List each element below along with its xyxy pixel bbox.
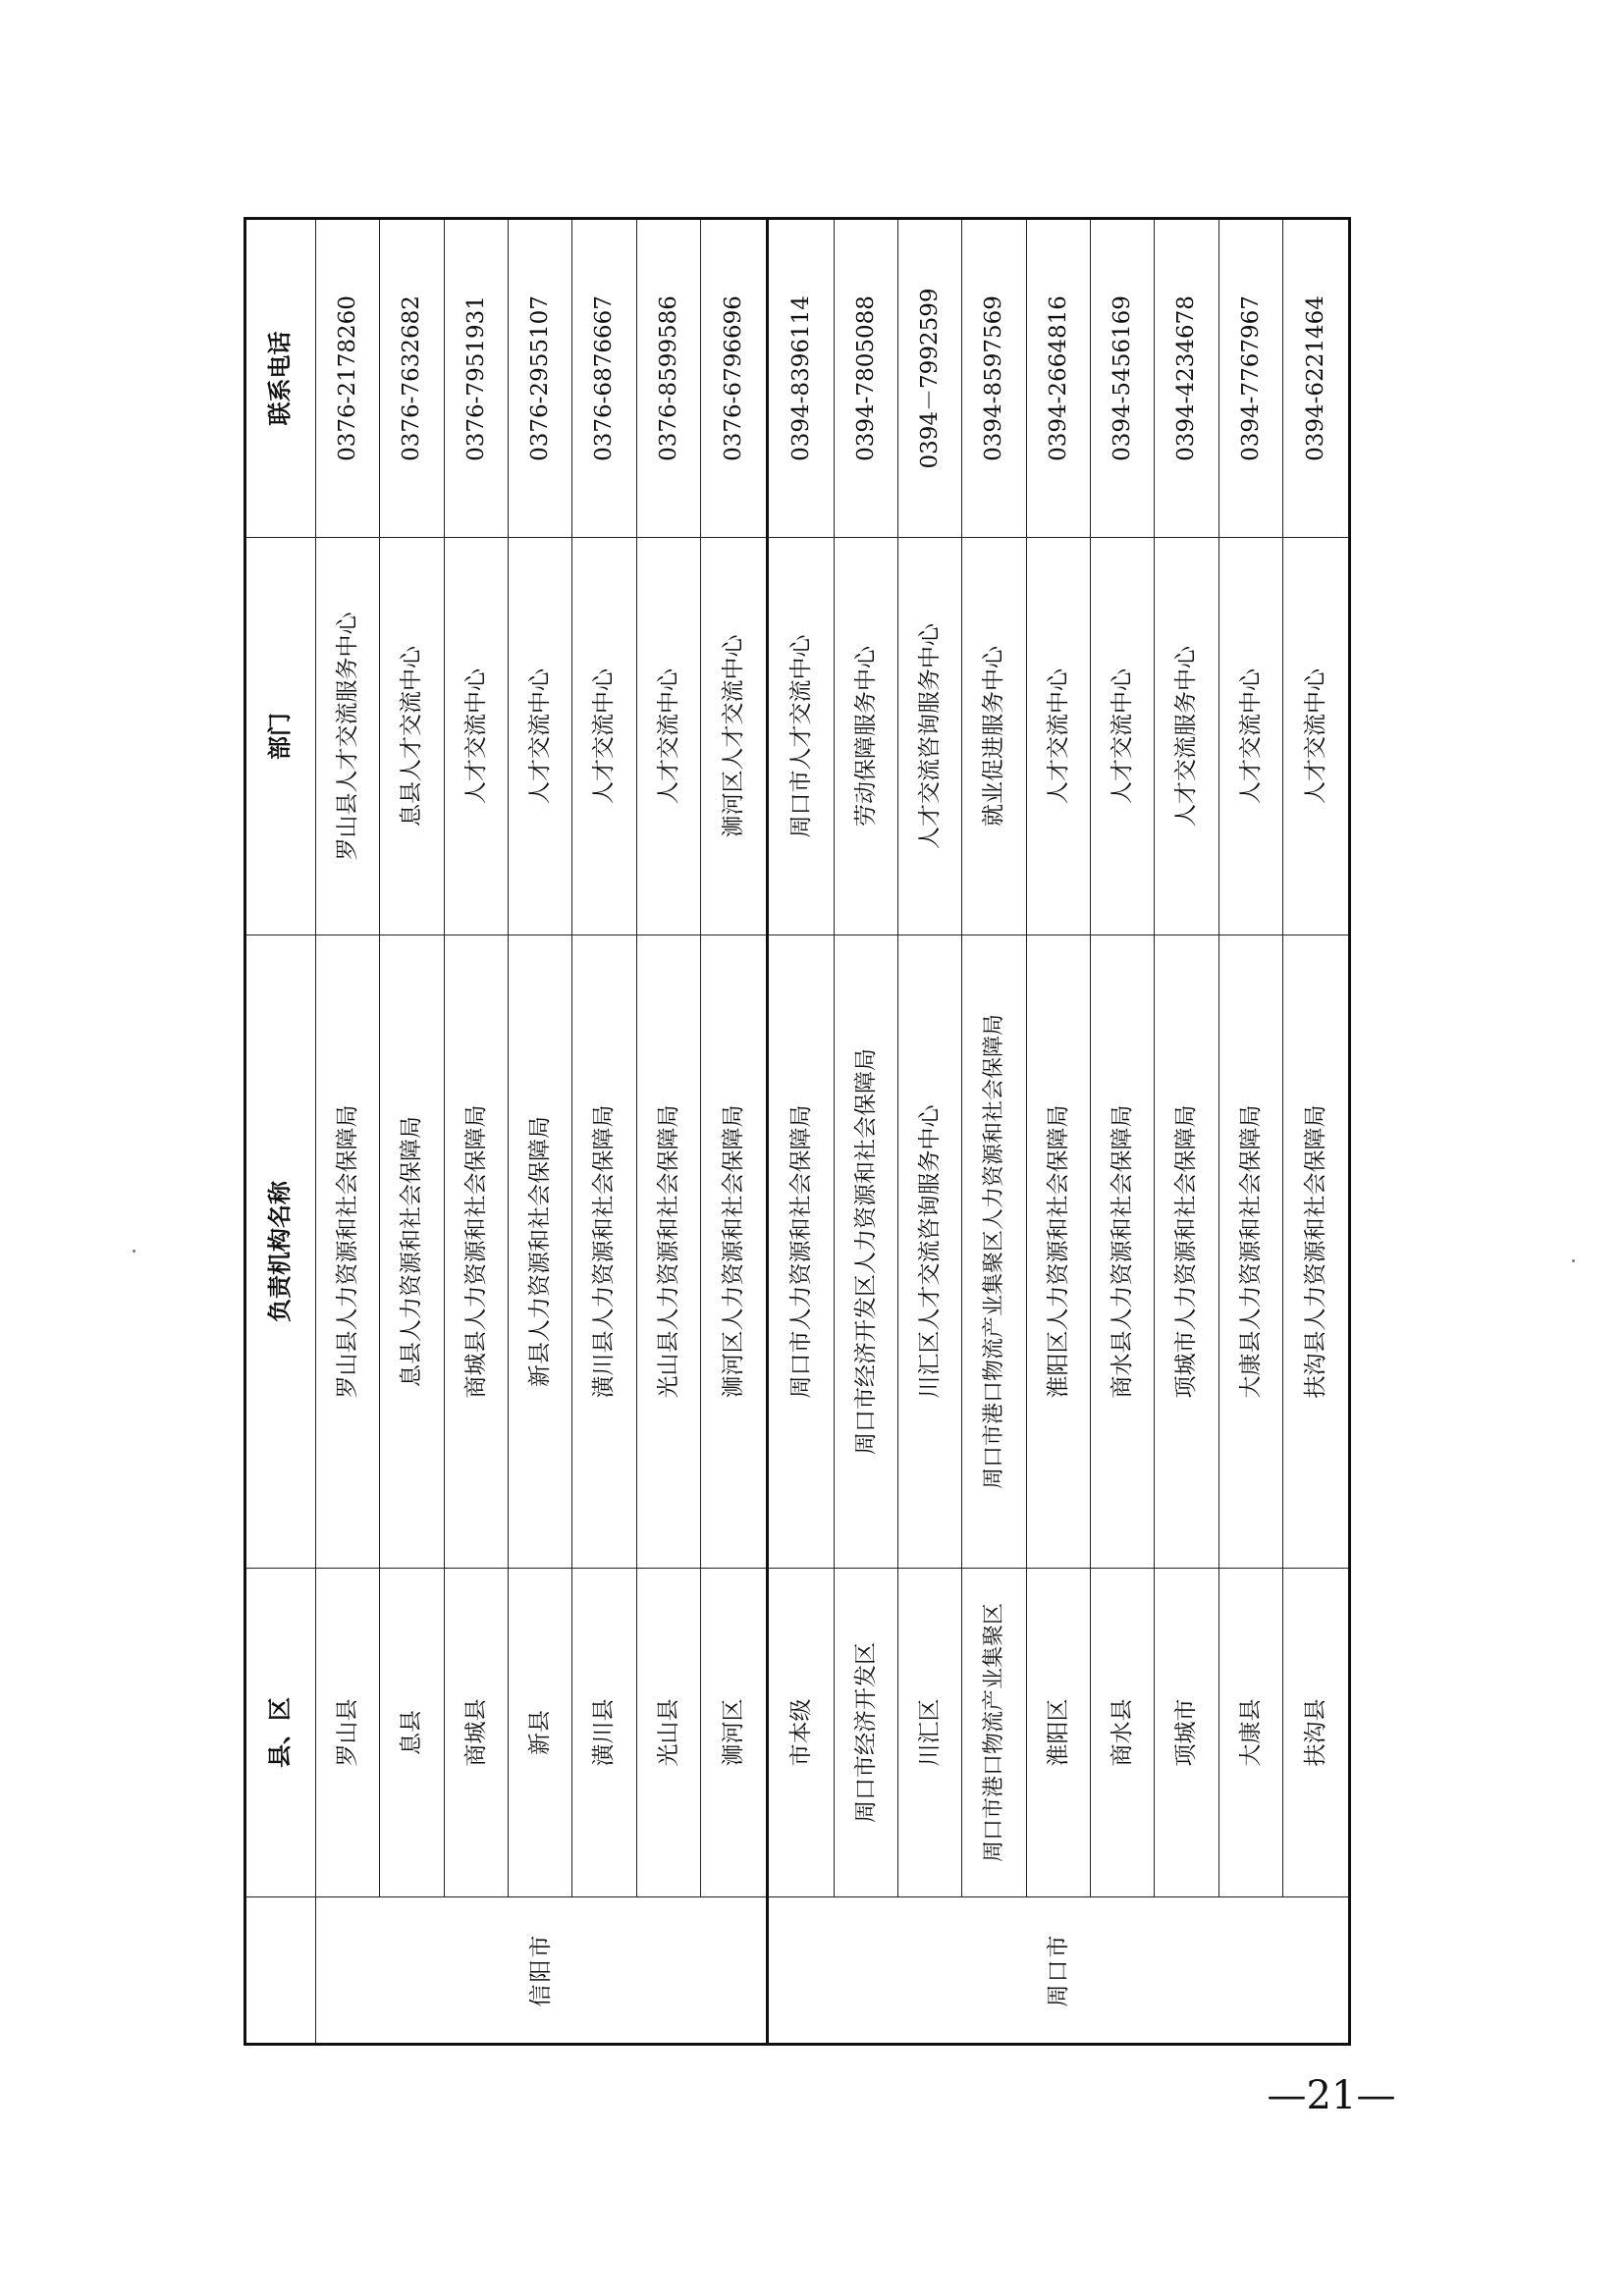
org-cell: 大康县人力资源和社会保障局 bbox=[1218, 935, 1282, 1569]
phone-cell: 0376-6796696 bbox=[701, 219, 768, 538]
table-row bbox=[509, 219, 572, 2045]
table-row bbox=[380, 219, 444, 2045]
table-row bbox=[572, 219, 636, 2045]
dept-cell: 人才交流中心 bbox=[509, 538, 572, 935]
org-cell: 周口市港口物流产业集聚区人力资源和社会保障局 bbox=[962, 935, 1026, 1569]
phone-cell: 0394－7992599 bbox=[897, 219, 961, 538]
phone-cell: 0376-7951931 bbox=[444, 219, 508, 538]
table-row bbox=[1155, 219, 1218, 2045]
org-cell: 商城县人力资源和社会保障局 bbox=[444, 935, 508, 1569]
phone-cell: 0376-6876667 bbox=[572, 219, 636, 538]
table-row bbox=[962, 219, 1026, 2045]
county-cell: 商城县 bbox=[444, 1569, 508, 1897]
phone-cell: 0394-8396114 bbox=[767, 219, 834, 538]
scan-speck bbox=[1572, 1259, 1575, 1262]
scan-speck bbox=[133, 1250, 135, 1253]
org-cell: 息县人力资源和社会保障局 bbox=[380, 935, 444, 1569]
org-cell: 周口市人力资源和社会保障局 bbox=[767, 935, 834, 1569]
header-city bbox=[245, 1897, 316, 2045]
county-cell: 罗山县 bbox=[316, 1569, 380, 1897]
phone-cell: 0394-6221464 bbox=[1283, 219, 1350, 538]
org-cell: 潢川县人力资源和社会保障局 bbox=[572, 935, 636, 1569]
phone-cell: 0394-7767967 bbox=[1218, 219, 1282, 538]
dept-cell: 人才交流中心 bbox=[572, 538, 636, 935]
dept-cell: 人才交流中心 bbox=[1091, 538, 1155, 935]
county-cell: 淮阳区 bbox=[1026, 1569, 1090, 1897]
county-cell: 川汇区 bbox=[897, 1569, 961, 1897]
county-cell: 息县 bbox=[380, 1569, 444, 1897]
dept-cell: 人才交流服务中心 bbox=[1155, 538, 1218, 935]
phone-cell: 0394-2664816 bbox=[1026, 219, 1090, 538]
county-cell: 扶沟县 bbox=[1283, 1569, 1350, 1897]
county-cell: 潢川县 bbox=[572, 1569, 636, 1897]
table-header-row bbox=[245, 219, 316, 2045]
org-cell: 罗山县人力资源和社会保障局 bbox=[316, 935, 380, 1569]
dept-cell: 息县人才交流中心 bbox=[380, 538, 444, 935]
table-row bbox=[1218, 219, 1282, 2045]
rotated-table-sheet bbox=[244, 220, 1351, 2046]
table-row bbox=[316, 219, 380, 2045]
dept-cell: 就业促进服务中心 bbox=[962, 538, 1026, 935]
org-cell: 扶沟县人力资源和社会保障局 bbox=[1283, 935, 1350, 1569]
org-cell: 周口市经济开发区人力资源和社会保障局 bbox=[834, 935, 897, 1569]
table-row bbox=[1026, 219, 1090, 2045]
phone-cell: 0394-7805088 bbox=[834, 219, 897, 538]
county-cell: 商水县 bbox=[1091, 1569, 1155, 1897]
table-row bbox=[701, 219, 768, 2045]
org-cell: 项城市人力资源和社会保障局 bbox=[1155, 935, 1218, 1569]
city-cell: 周口市 bbox=[767, 1897, 1349, 2045]
org-cell: 淮阳区人力资源和社会保障局 bbox=[1026, 935, 1090, 1569]
org-cell: 商水县人力资源和社会保障局 bbox=[1091, 935, 1155, 1569]
dept-cell: 周口市人才交流中心 bbox=[767, 538, 834, 935]
dept-cell: 人才交流中心 bbox=[1026, 538, 1090, 935]
table-row bbox=[767, 219, 834, 2045]
county-cell: 周口市经济开发区 bbox=[834, 1569, 897, 1897]
header-county: 县、区 bbox=[245, 1569, 316, 1897]
county-cell: 光山县 bbox=[636, 1569, 700, 1897]
org-cell: 川汇区人才交流咨询服务中心 bbox=[897, 935, 961, 1569]
phone-cell: 0376-2955107 bbox=[509, 219, 572, 538]
dept-cell: 人才交流咨询服务中心 bbox=[897, 538, 961, 935]
phone-cell: 0394-5456169 bbox=[1091, 219, 1155, 538]
dept-cell: 劳动保障服务中心 bbox=[834, 538, 897, 935]
header-dept: 部门 bbox=[245, 538, 316, 935]
dept-cell: 人才交流中心 bbox=[444, 538, 508, 935]
phone-cell: 0376-2178260 bbox=[316, 219, 380, 538]
county-cell: 大康县 bbox=[1218, 1569, 1282, 1897]
page-number: —21— bbox=[1267, 2073, 1396, 2118]
table-row bbox=[834, 219, 897, 2045]
table-row bbox=[1283, 219, 1350, 2045]
phone-cell: 0394-8597569 bbox=[962, 219, 1026, 538]
county-cell: 市本级 bbox=[767, 1569, 834, 1897]
table-row bbox=[444, 219, 508, 2045]
county-cell: 浉河区 bbox=[701, 1569, 768, 1897]
city-cell: 信阳市 bbox=[316, 1897, 768, 2045]
table-row bbox=[897, 219, 961, 2045]
dept-cell: 人才交流中心 bbox=[636, 538, 700, 935]
dept-cell: 人才交流中心 bbox=[1218, 538, 1282, 935]
county-cell: 新县 bbox=[509, 1569, 572, 1897]
header-phone: 联系电话 bbox=[245, 219, 316, 538]
dept-cell: 浉河区人才交流中心 bbox=[701, 538, 768, 935]
county-cell: 项城市 bbox=[1155, 1569, 1218, 1897]
dept-cell: 人才交流中心 bbox=[1283, 538, 1350, 935]
phone-cell: 0394-4234678 bbox=[1155, 219, 1218, 538]
table-row bbox=[1091, 219, 1155, 2045]
org-cell: 浉河区人力资源和社会保障局 bbox=[701, 935, 768, 1569]
table-row bbox=[636, 219, 700, 2045]
org-cell: 光山县人力资源和社会保障局 bbox=[636, 935, 700, 1569]
org-cell: 新县人力资源和社会保障局 bbox=[509, 935, 572, 1569]
phone-cell: 0376-8599586 bbox=[636, 219, 700, 538]
contact-table bbox=[244, 217, 1351, 2046]
dept-cell: 罗山县人才交流服务中心 bbox=[316, 538, 380, 935]
header-org: 负责机构名称 bbox=[245, 935, 316, 1569]
phone-cell: 0376-7632682 bbox=[380, 219, 444, 538]
county-cell: 周口市港口物流产业集聚区 bbox=[962, 1569, 1026, 1897]
